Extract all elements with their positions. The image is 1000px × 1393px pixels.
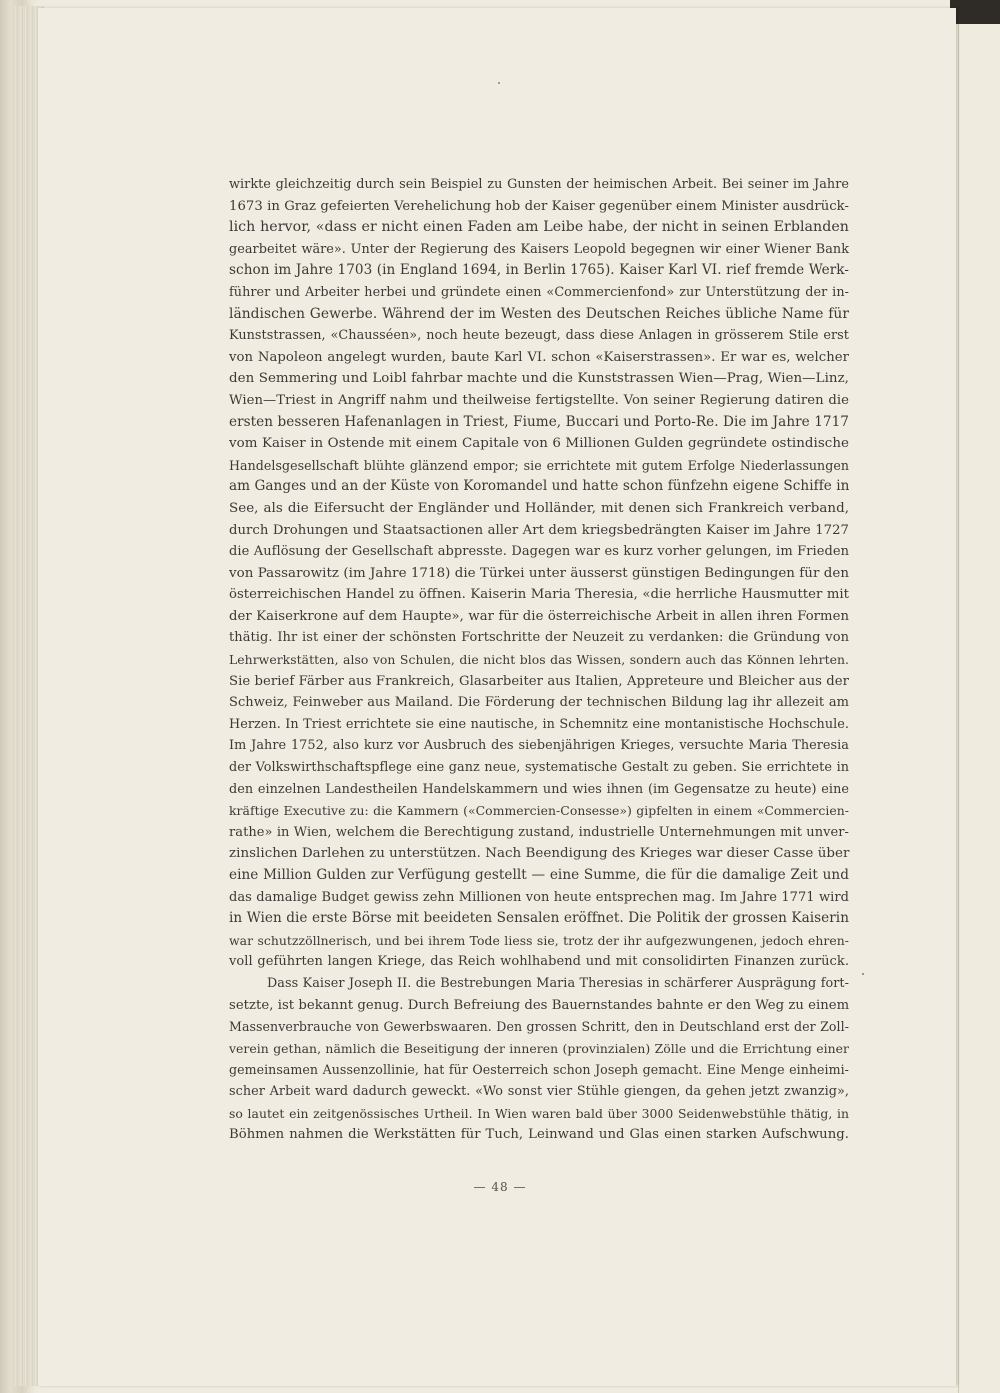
paper-speck: [498, 82, 500, 84]
text-line: Handelsgesellschaft blühte glänzend empor; sie errichtete mit gutem Erfolge Niederlassungen: [229, 457, 849, 473]
text-line: war schutzzöllnerisch, und bei ihrem Tode liess sie, trotz der ihr aufgezwungenen, jedoch ehren-: [229, 932, 849, 948]
text-line: das damalige Budget gewiss zehn Millionen von heute entsprechen mag. Im Jahre 1771 wird: [229, 889, 849, 905]
text-line: wirkte gleichzeitig durch sein Beispiel zu Gunsten der heimischen Arbeit. Bei seiner im Jahre: [229, 177, 849, 192]
text-line: die Auflösung der Gesellschaft abpresste. Dagegen war es kurz vorher gelungen, im Frieden: [229, 544, 849, 560]
text-line: gearbeitet wäre». Unter der Regierung des Kaisers Leopold begegnen wir einer Wiener Bank: [229, 241, 849, 257]
text-line: setzte, ist bekannt genug. Durch Befreiung des Bauernstandes bahnte er den Weg zu einem: [229, 997, 850, 1013]
text-line: von Passarowitz (im Jahre 1718) die Türkei unter äusserst günstigen Bedingungen für den: [229, 565, 849, 581]
adjacent-page-edge: [958, 22, 1000, 1393]
text-line: lich hervor, «dass er nicht einen Faden am Leibe habe, der nicht in seinen Erblanden: [229, 219, 849, 236]
text-line: Kunststrassen, «Chausséen», noch heute bezeugt, dass diese Anlagen in grösserem Stile erst: [229, 328, 849, 344]
text-line: rathe» in Wien, welchem die Berechtigung zustand, industrielle Unternehmungen mit unver-: [229, 824, 849, 840]
text-line: Schweiz, Feinweber aus Mailand. Die Förderung der technischen Bildung lag ihr allezeit am: [229, 695, 849, 711]
text-line: Wien—Triest in Angriff nahm und theilweise fertigstellte. Von seiner Regierung datiren die: [229, 392, 849, 408]
text-line: österreichischen Handel zu öffnen. Kaiserin Maria Theresia, «die herrliche Hausmutter mit: [229, 587, 849, 603]
text-line: Sie berief Färber aus Frankreich, Glasarbeiter aus Italien, Appreteure und Bleicher aus der: [229, 673, 849, 689]
text-line: schon im Jahre 1703 (in England 1694, in Berlin 1765). Kaiser Karl VI. rief fremde Werk-: [229, 262, 849, 279]
text-line: kräftige Executive zu: die Kammern («Commercien-Consesse») gipfelten in einem «Commercien-: [229, 803, 849, 819]
text-line: Massenverbrauche von Gewerbswaaren. Den grossen Schritt, den in Deutschland erst der Zoll-: [229, 1019, 849, 1035]
text-line: den einzelnen Landestheilen Handelskammern und wies ihnen (im Gegensatze zu heute) eine: [229, 781, 849, 797]
text-line: der Volkswirthschaftspflege eine ganz neue, systematische Gestalt zu geben. Sie errichtete in: [229, 760, 849, 776]
text-line: den Semmering und Loibl fahrbar machte und die Kunststrassen Wien—Prag, Wien—Linz,: [229, 371, 849, 387]
text-line: Im Jahre 1752, also kurz vor Ausbruch des siebenjährigen Krieges, versuchte Maria Theresia: [229, 738, 849, 754]
text-line: Lehrwerkstätten, also von Schulen, die nicht blos das Wissen, sondern auch das Können lehrten.: [229, 652, 849, 668]
page-number: — 48 —: [473, 1180, 527, 1194]
paragraph-first-line: Dass Kaiser Joseph II. die Bestrebungen Maria Theresias in schärferer Ausprägung fort-: [267, 975, 849, 991]
margin-mark: [862, 973, 864, 975]
text-line: in Wien die erste Börse mit beeideten Sensalen eröffnet. Die Politik der grossen Kaiserin: [229, 910, 849, 927]
text-line: See, als die Eifersucht der Engländer und Holländer, mit denen sich Frankreich verband,: [229, 500, 849, 516]
text-line: thätig. Ihr ist einer der schönsten Fortschritte der Neuzeit zu verdanken: die Gründung von: [229, 630, 849, 646]
text-line: eine Million Gulden zur Verfügung gestellt — eine Summe, die für die damalige Zeit und: [229, 867, 849, 883]
text-line: führer und Arbeiter herbei und gründete einen «Commercienfond» zur Unterstützung der in-: [229, 284, 849, 300]
text-line: 1673 in Graz gefeierten Verehelichung hob der Kaiser gegenüber einem Minister ausdrück-: [229, 198, 849, 214]
text-line: am Ganges und an der Küste von Koromandel und hatte schon fünfzehn eigene Schiffe in: [229, 478, 850, 495]
text-line: durch Drohungen und Staatsactionen aller Art dem kriegsbedrängten Kaiser im Jahre 1727: [229, 522, 849, 538]
body-text: [229, 174, 849, 1167]
text-line: scher Arbeit ward dadurch geweckt. «Wo sonst vier Stühle giengen, da gehen jetzt zwanzig»,: [229, 1083, 849, 1099]
text-line: Böhmen nahmen die Werkstätten für Tuch, Leinwand und Glas einen starken Aufschwung.: [229, 1127, 849, 1143]
text-line: ländischen Gewerbe. Während der im Westen des Deutschen Reiches übliche Name für: [229, 305, 849, 322]
text-line: der Kaiserkrone auf dem Haupte», war für die österreichische Arbeit in allen ihren Formen: [229, 608, 849, 624]
text-line: gemeinsamen Aussenzollinie, hat für Oesterreich schon Joseph gemacht. Eine Menge einheimi-: [229, 1062, 849, 1078]
text-line: voll geführten langen Kriege, das Reich wohlhabend und mit consolidirten Finanzen zurück.: [229, 954, 849, 970]
text-line: von Napoleon angelegt wurden, baute Karl VI. schon «Kaiserstrassen». Er war es, welcher: [229, 349, 849, 365]
text-line: verein gethan, nämlich die Beseitigung der inneren (provinzialen) Zölle und die Errichtung einer: [229, 1040, 849, 1056]
text-line: so lautet ein zeitgenössisches Urtheil. In Wien waren bald über 3000 Seidenwebstühle thätig, in: [229, 1105, 849, 1121]
text-line: vom Kaiser in Ostende mit einem Capitale von 6 Millionen Gulden gegründete ostindische: [229, 436, 849, 452]
scanner-corner: [950, 0, 1000, 24]
text-line: Herzen. In Triest errichtete sie eine nautische, in Schemnitz eine montanistische Hochschule.: [229, 716, 849, 732]
text-line: [229, 1146, 849, 1168]
text-line: zinslichen Darlehen zu unterstützen. Nach Beendigung des Krieges war dieser Casse über: [229, 846, 850, 862]
text-line: ersten besseren Hafenanlagen in Triest, Fiume, Buccari und Porto-Re. Die im Jahre 1717: [229, 413, 849, 430]
